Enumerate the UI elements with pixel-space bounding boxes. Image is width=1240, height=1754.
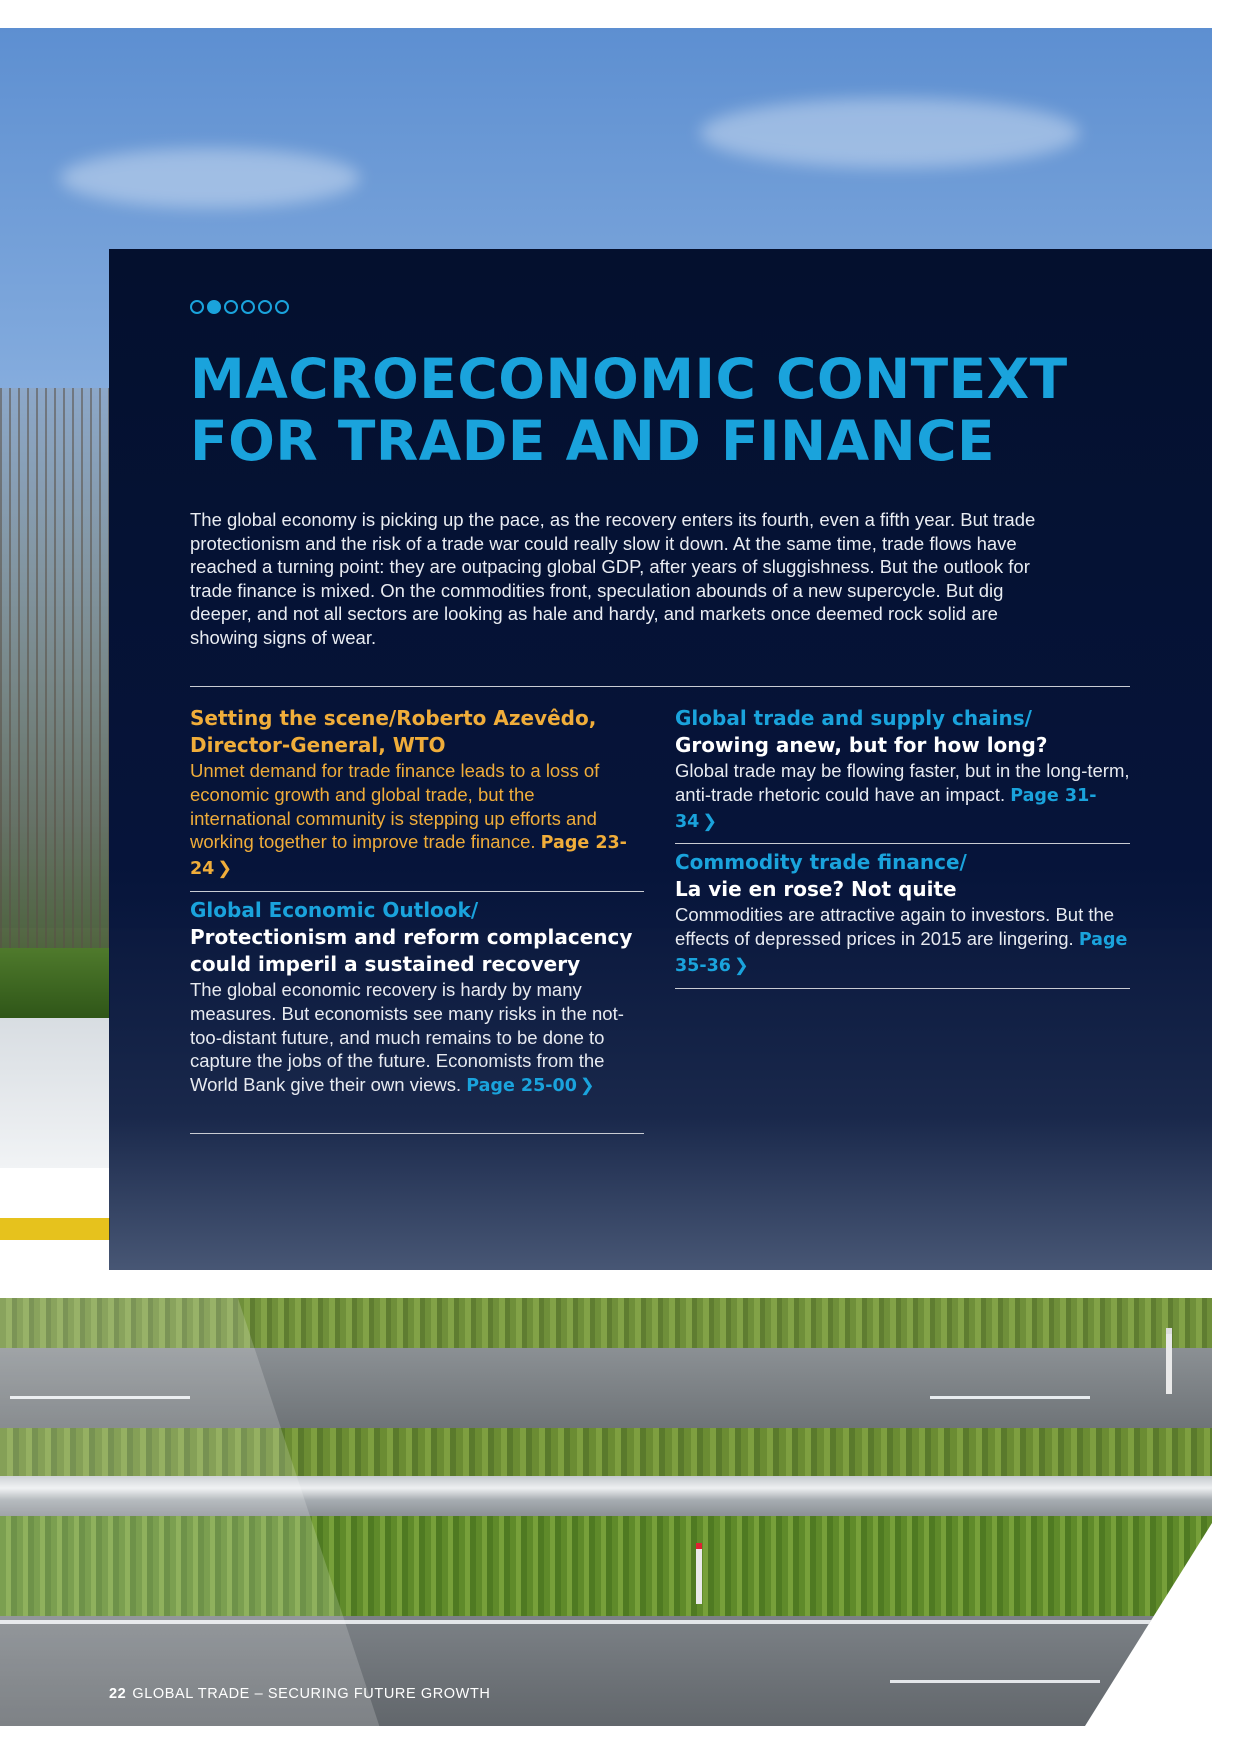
chevron-right-icon: ❯ <box>733 955 749 976</box>
section-supply-chains <box>675 705 1135 834</box>
road-post <box>1166 1328 1172 1394</box>
intro-paragraph: The global economy is picking up the pace, as the recovery enters its fourth, even a fifth year. But trade protectionism and the risk of a trade war could really slow it down. At the same time, trade flows have reached a turning point: they are outpacing global GDP, after years of sluggishness. But the outlook for trade finance is mixed. On the commodities front, speculation abounds of a new supercycle. But dig deeper, and not all sectors are looking as hale and hardy, and markets once deemed rock solid are showing signs of wear. <box>190 509 1036 648</box>
section-global-outlook <box>190 897 644 1099</box>
lane-marking <box>890 1680 1100 1683</box>
section-kicker: Global Economic Outlook/ <box>190 898 479 922</box>
section-setting-scene <box>190 705 630 882</box>
chevron-right-icon: ❯ <box>579 1076 595 1097</box>
publication-name: GLOBAL TRADE – SECURING FUTURE GROWTH <box>132 1686 491 1702</box>
divider <box>190 1133 644 1134</box>
pagination-dots <box>190 300 289 314</box>
section-kicker: Commodity trade finance/ <box>675 850 967 874</box>
section-body-text: Commodities are attractive again to investors. But the effects of depressed prices in 2015 are lingering. <box>675 904 1115 949</box>
page-ref: Page 35-36 <box>675 929 1128 976</box>
section-subhead: Protectionism and reform complacency could imperil a sustained recovery <box>190 925 633 976</box>
section-body-text: Global trade may be flowing faster, but in the long-term, anti-trade rhetoric could have an impact. <box>675 760 1130 805</box>
hedge <box>0 948 110 1018</box>
page-title <box>190 348 1150 472</box>
chevron-right-icon: ❯ <box>217 859 233 880</box>
pagination-dot <box>241 300 255 314</box>
truck-side <box>0 1018 110 1168</box>
pagination-dot <box>258 300 272 314</box>
page-link[interactable] <box>466 1076 594 1096</box>
page-footer <box>109 1686 491 1702</box>
page-ref: Page 31-34 <box>675 785 1097 832</box>
section-body <box>675 903 1135 978</box>
page-ref: Page 23-24 <box>190 833 627 880</box>
cloud <box>700 98 1080 168</box>
bare-trees <box>0 388 110 1008</box>
title-line-2: FOR TRADE AND FINANCE <box>190 409 996 473</box>
divider <box>675 843 1130 844</box>
divider <box>675 988 1130 989</box>
chevron-right-icon: ❯ <box>702 811 718 832</box>
cloud <box>60 148 360 208</box>
page-number: 22 <box>109 1686 127 1702</box>
title-line-1: MACROECONOMIC CONTEXT <box>190 347 1068 411</box>
section-body-text: The global economic recovery is hardy by many measures. But economists see many risks in the not-too-distant future, and much remains to be done to capture the jobs of the future. Economists from the World Bank give their own views. <box>190 979 624 1096</box>
yellow-stripe <box>0 1218 110 1240</box>
section-kicker: Global trade and supply chains/ <box>675 706 1032 730</box>
section-body <box>190 978 644 1099</box>
section-commodity <box>675 849 1135 978</box>
section-kicker: Setting the scene/Roberto Azevêdo, Director-General, WTO <box>190 706 597 757</box>
section-subhead: La vie en rose? Not quite <box>675 877 957 901</box>
lane-marking <box>930 1396 1090 1399</box>
section-body <box>190 759 630 882</box>
section-body <box>675 759 1135 834</box>
pagination-dot-active <box>207 300 221 314</box>
section-body-text: Unmet demand for trade finance leads to a loss of economic growth and global trade, but the international community is stepping up efforts and working together to improve trade finance. <box>190 760 600 853</box>
page-ref: Page 25-00 <box>466 1076 577 1097</box>
pagination-dot <box>275 300 289 314</box>
road-post <box>696 1543 702 1604</box>
section-subhead: Growing anew, but for how long? <box>675 733 1048 757</box>
divider <box>190 891 644 892</box>
pagination-dot <box>190 300 204 314</box>
divider <box>190 686 1130 687</box>
pagination-dot <box>224 300 238 314</box>
